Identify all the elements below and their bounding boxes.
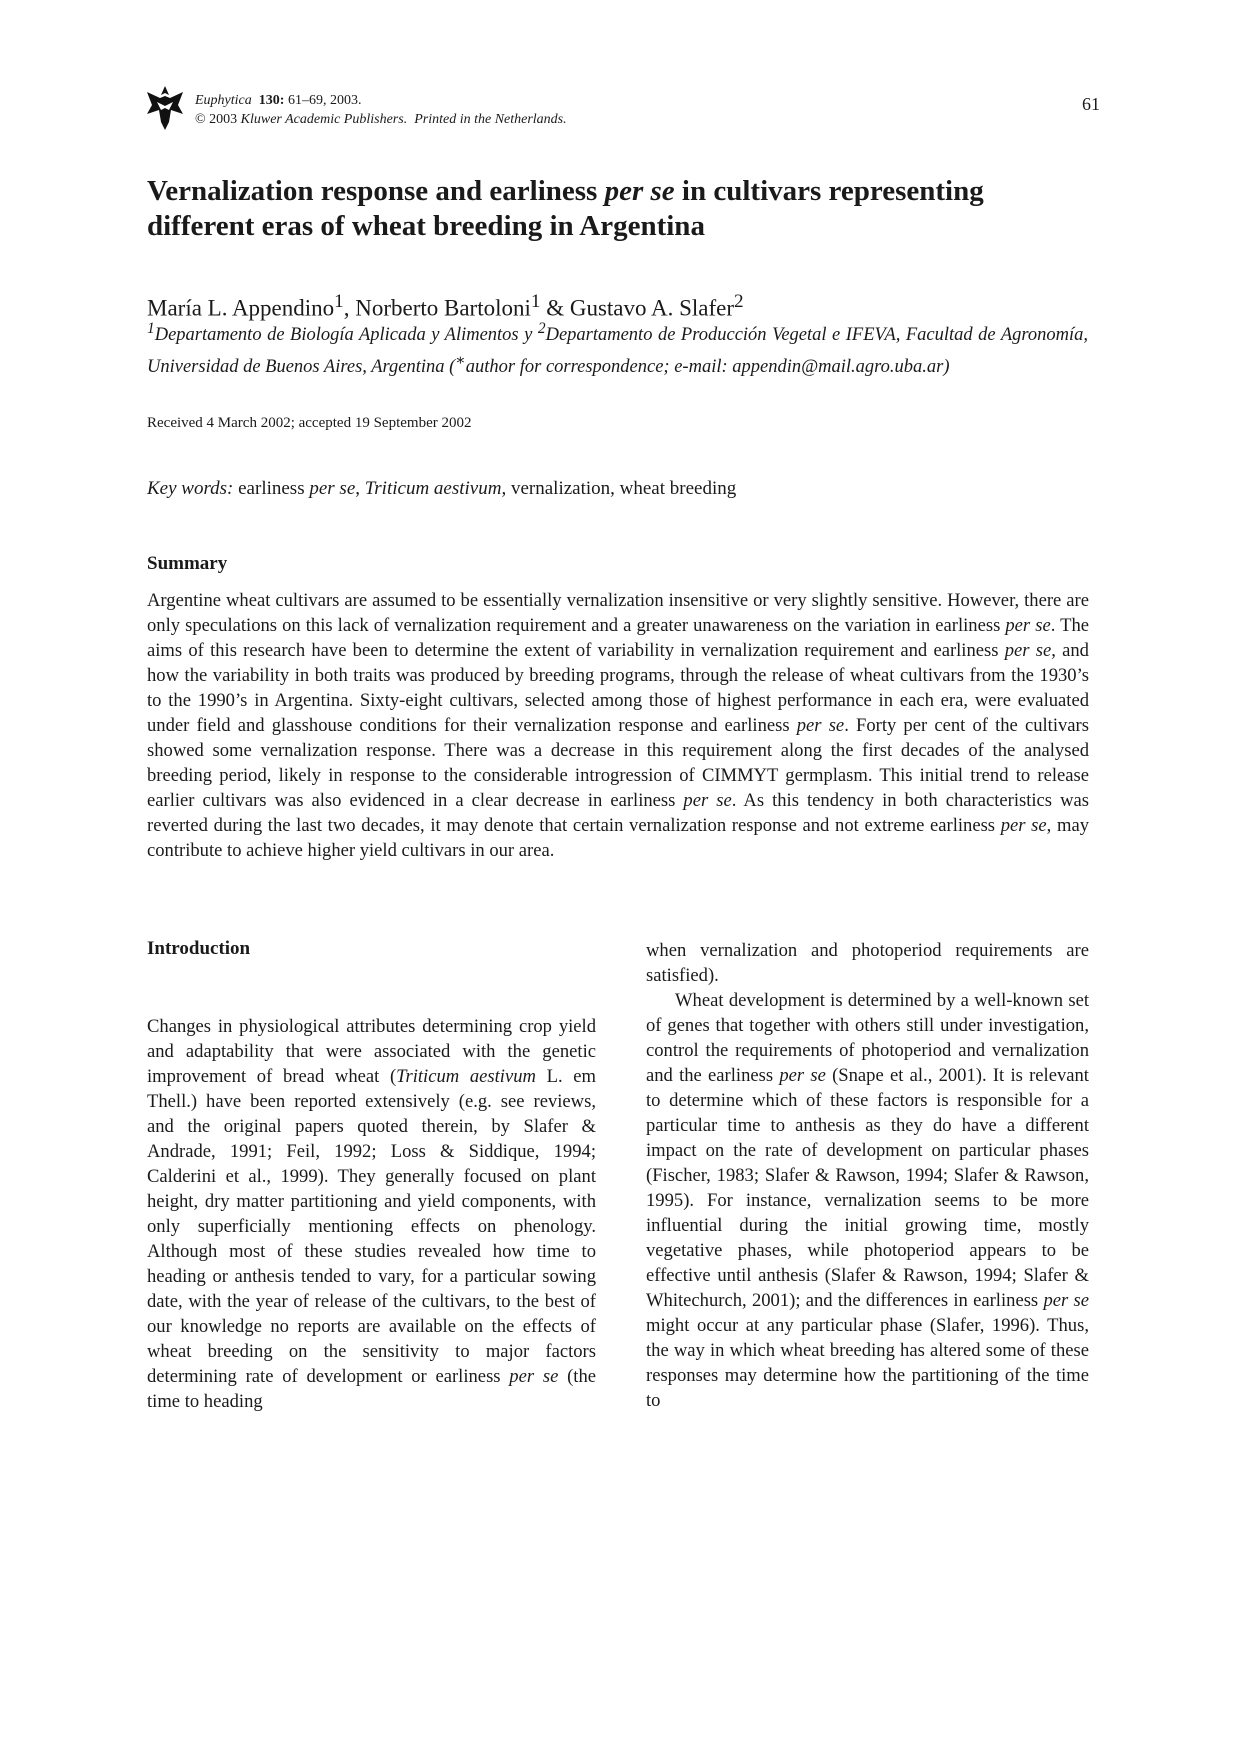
publisher-logo-icon	[147, 86, 183, 130]
intro-text: might occur at any particular phase (Slafer, 1996). Thus, the way in which wheat breeding has altered some of these responses may determine how the partitioning of the time to	[646, 1315, 1089, 1411]
affil-star: ∗	[455, 352, 466, 370]
keyword-rest: , vernalization, wheat breeding	[501, 478, 737, 499]
affil-sup-1: 1	[147, 320, 155, 337]
keyword-sep: ,	[355, 478, 365, 499]
intro-per-se: per se	[509, 1366, 559, 1387]
title-per-se: per se	[604, 175, 675, 207]
summary-per-se: per se	[796, 715, 845, 736]
keywords	[147, 478, 1047, 500]
summary-per-se: per se	[1005, 615, 1051, 636]
summary-heading: Summary	[147, 553, 228, 574]
intro-right-paragraph-2	[646, 988, 1089, 1413]
author-sup-2: 1	[530, 291, 541, 312]
affil-sup-2: 2	[537, 320, 546, 337]
intro-per-se: per se	[779, 1065, 826, 1086]
affil-text-3: author for correspondence; e-mail: appendin@mail.agro.uba.ar)	[465, 357, 950, 378]
introduction-heading: Introduction	[147, 938, 251, 959]
keywords-label: Key words:	[147, 478, 234, 499]
summary-text: Argentine wheat cultivars are assumed to be essentially vernalization insensitive or very slightly sensitive. However, there are only speculations on this lack of vernalization requirement and a greater unawareness on the variation in earliness	[147, 590, 1089, 636]
summary-text: , may contribute to achieve higher yield cultivars in our area.	[147, 815, 1089, 861]
page-number: 61	[1082, 94, 1100, 114]
author-appendino: María L. Appendino	[147, 295, 335, 321]
intro-triticum: Triticum aestivum	[396, 1066, 536, 1087]
keyword-triticum: Triticum aestivum	[364, 478, 502, 499]
keyword-earliness: earliness	[233, 478, 310, 499]
summary-text: . The aims of this research have been to determine the extent of variability in vernalization requirement and earliness	[147, 615, 1089, 661]
affiliations	[147, 316, 1088, 380]
summary-paragraph	[147, 588, 1089, 863]
journal-volume: 130:	[258, 93, 285, 108]
intro-text: (Snape et al., 2001). It is relevant to determine which of these factors is responsible for a particular time to anthesis as they do have a different impact on the rate of development on particular phases (Fischer, 1983; Slafer & Rawson, 1994; Slafer & Rawson, 1995). For instance, vernalization seems to be more influential during the initial growing time, mostly vegetative phases, while photoperiod appears to be effective until anthesis (Slafer & Rawson, 1994; Slafer & Whitechurch, 2001); and the differences in earliness	[646, 1065, 1089, 1311]
affil-text-2: Departamento de Producción Vegetal e IFEVA, Facultad de Agronomía, Universidad de Buenos Aires, Argentina (	[147, 325, 1089, 378]
summary-text: . As this tendency in both characteristics was reverted during the last two decades, it may denote that certain vernalization response and not extreme earliness	[147, 790, 1089, 836]
author-sup-3: 2	[734, 291, 744, 312]
received-dates: Received 4 March 2002; accepted 19 September 2002	[147, 415, 472, 431]
intro-right-paragraph-1: when vernalization and photoperiod requirements are satisfied).	[646, 940, 1089, 986]
title-text-2: in cultivars representing different eras of wheat breeding in Argentina	[147, 175, 984, 242]
journal-citation	[195, 91, 795, 129]
summary-per-se: per se	[683, 790, 732, 811]
summary-per-se: per se	[1004, 640, 1052, 661]
affil-text-1: Departamento de Biología Aplicada y Alimentos y	[154, 325, 538, 346]
summary-per-se: per se	[1000, 815, 1047, 836]
journal-pages-year: 61–69, 2003.	[287, 93, 362, 108]
intro-text: Changes in physiological attributes determining crop yield and adaptability that were associated with the genetic improvement of bread wheat (	[147, 1016, 596, 1087]
author-sup-1: 1	[334, 291, 344, 312]
journal-name: Euphytica	[195, 93, 252, 108]
introduction-right-column	[646, 938, 1089, 1413]
intro-per-se: per se	[1043, 1290, 1089, 1311]
title-text-1: Vernalization response and earliness	[147, 175, 605, 207]
intro-text: L. em Thell.) have been reported extensively (e.g. see reviews, and the original papers quoted therein, by Slafer & Andrade, 1991; Feil, 1992; Loss & Siddique, 1994; Calderini et al., 1999). They generally focused on plant height, dry matter partitioning and yield components, with only superficially mentioning effects on phenology. Although most of these studies revealed how time to heading or anthesis tended to vary, for a particular sowing date, with the year of release of the cultivars, to the best of our knowledge no reports are available on the effects of wheat breeding on the sensitivity to major factors determining rate of development or earliness	[147, 1066, 596, 1387]
summary-text: . Forty per cent of the cultivars showed some vernalization response. There was a decrease in this requirement along the first decades of the analysed breeding period, likely in response to the considerable introgression of CIMMYT germplasm. This initial trend to release earlier cultivars was also evidenced in a clear decrease in earliness	[147, 715, 1089, 811]
paper-title	[147, 174, 1087, 244]
keyword-per-se: per se	[309, 478, 356, 499]
author-bartoloni: , Norberto Bartoloni	[343, 295, 531, 321]
summary-text: , and how the variability in both traits was produced by breeding programs, through the release of wheat cultivars from the 1930’s to the 1990’s in Argentina. Sixty-eight cultivars, selected among those of highest performance in each era, were evaluated under field and glasshouse conditions for their vernalization response and earliness	[147, 640, 1089, 736]
author-slafer: & Gustavo A. Slafer	[540, 295, 735, 321]
intro-text: (the time to heading	[147, 1366, 596, 1412]
introduction-left-column	[147, 1014, 596, 1414]
intro-text: Wheat development is determined by a well-known set of genes that together with others still under investigation, control the requirements of photoperiod and vernalization and the earliness	[646, 990, 1089, 1086]
printed-note: Printed in the Netherlands.	[414, 112, 567, 127]
publisher-name: Kluwer Academic Publishers.	[240, 112, 408, 127]
copyright-year: © 2003	[195, 112, 238, 127]
